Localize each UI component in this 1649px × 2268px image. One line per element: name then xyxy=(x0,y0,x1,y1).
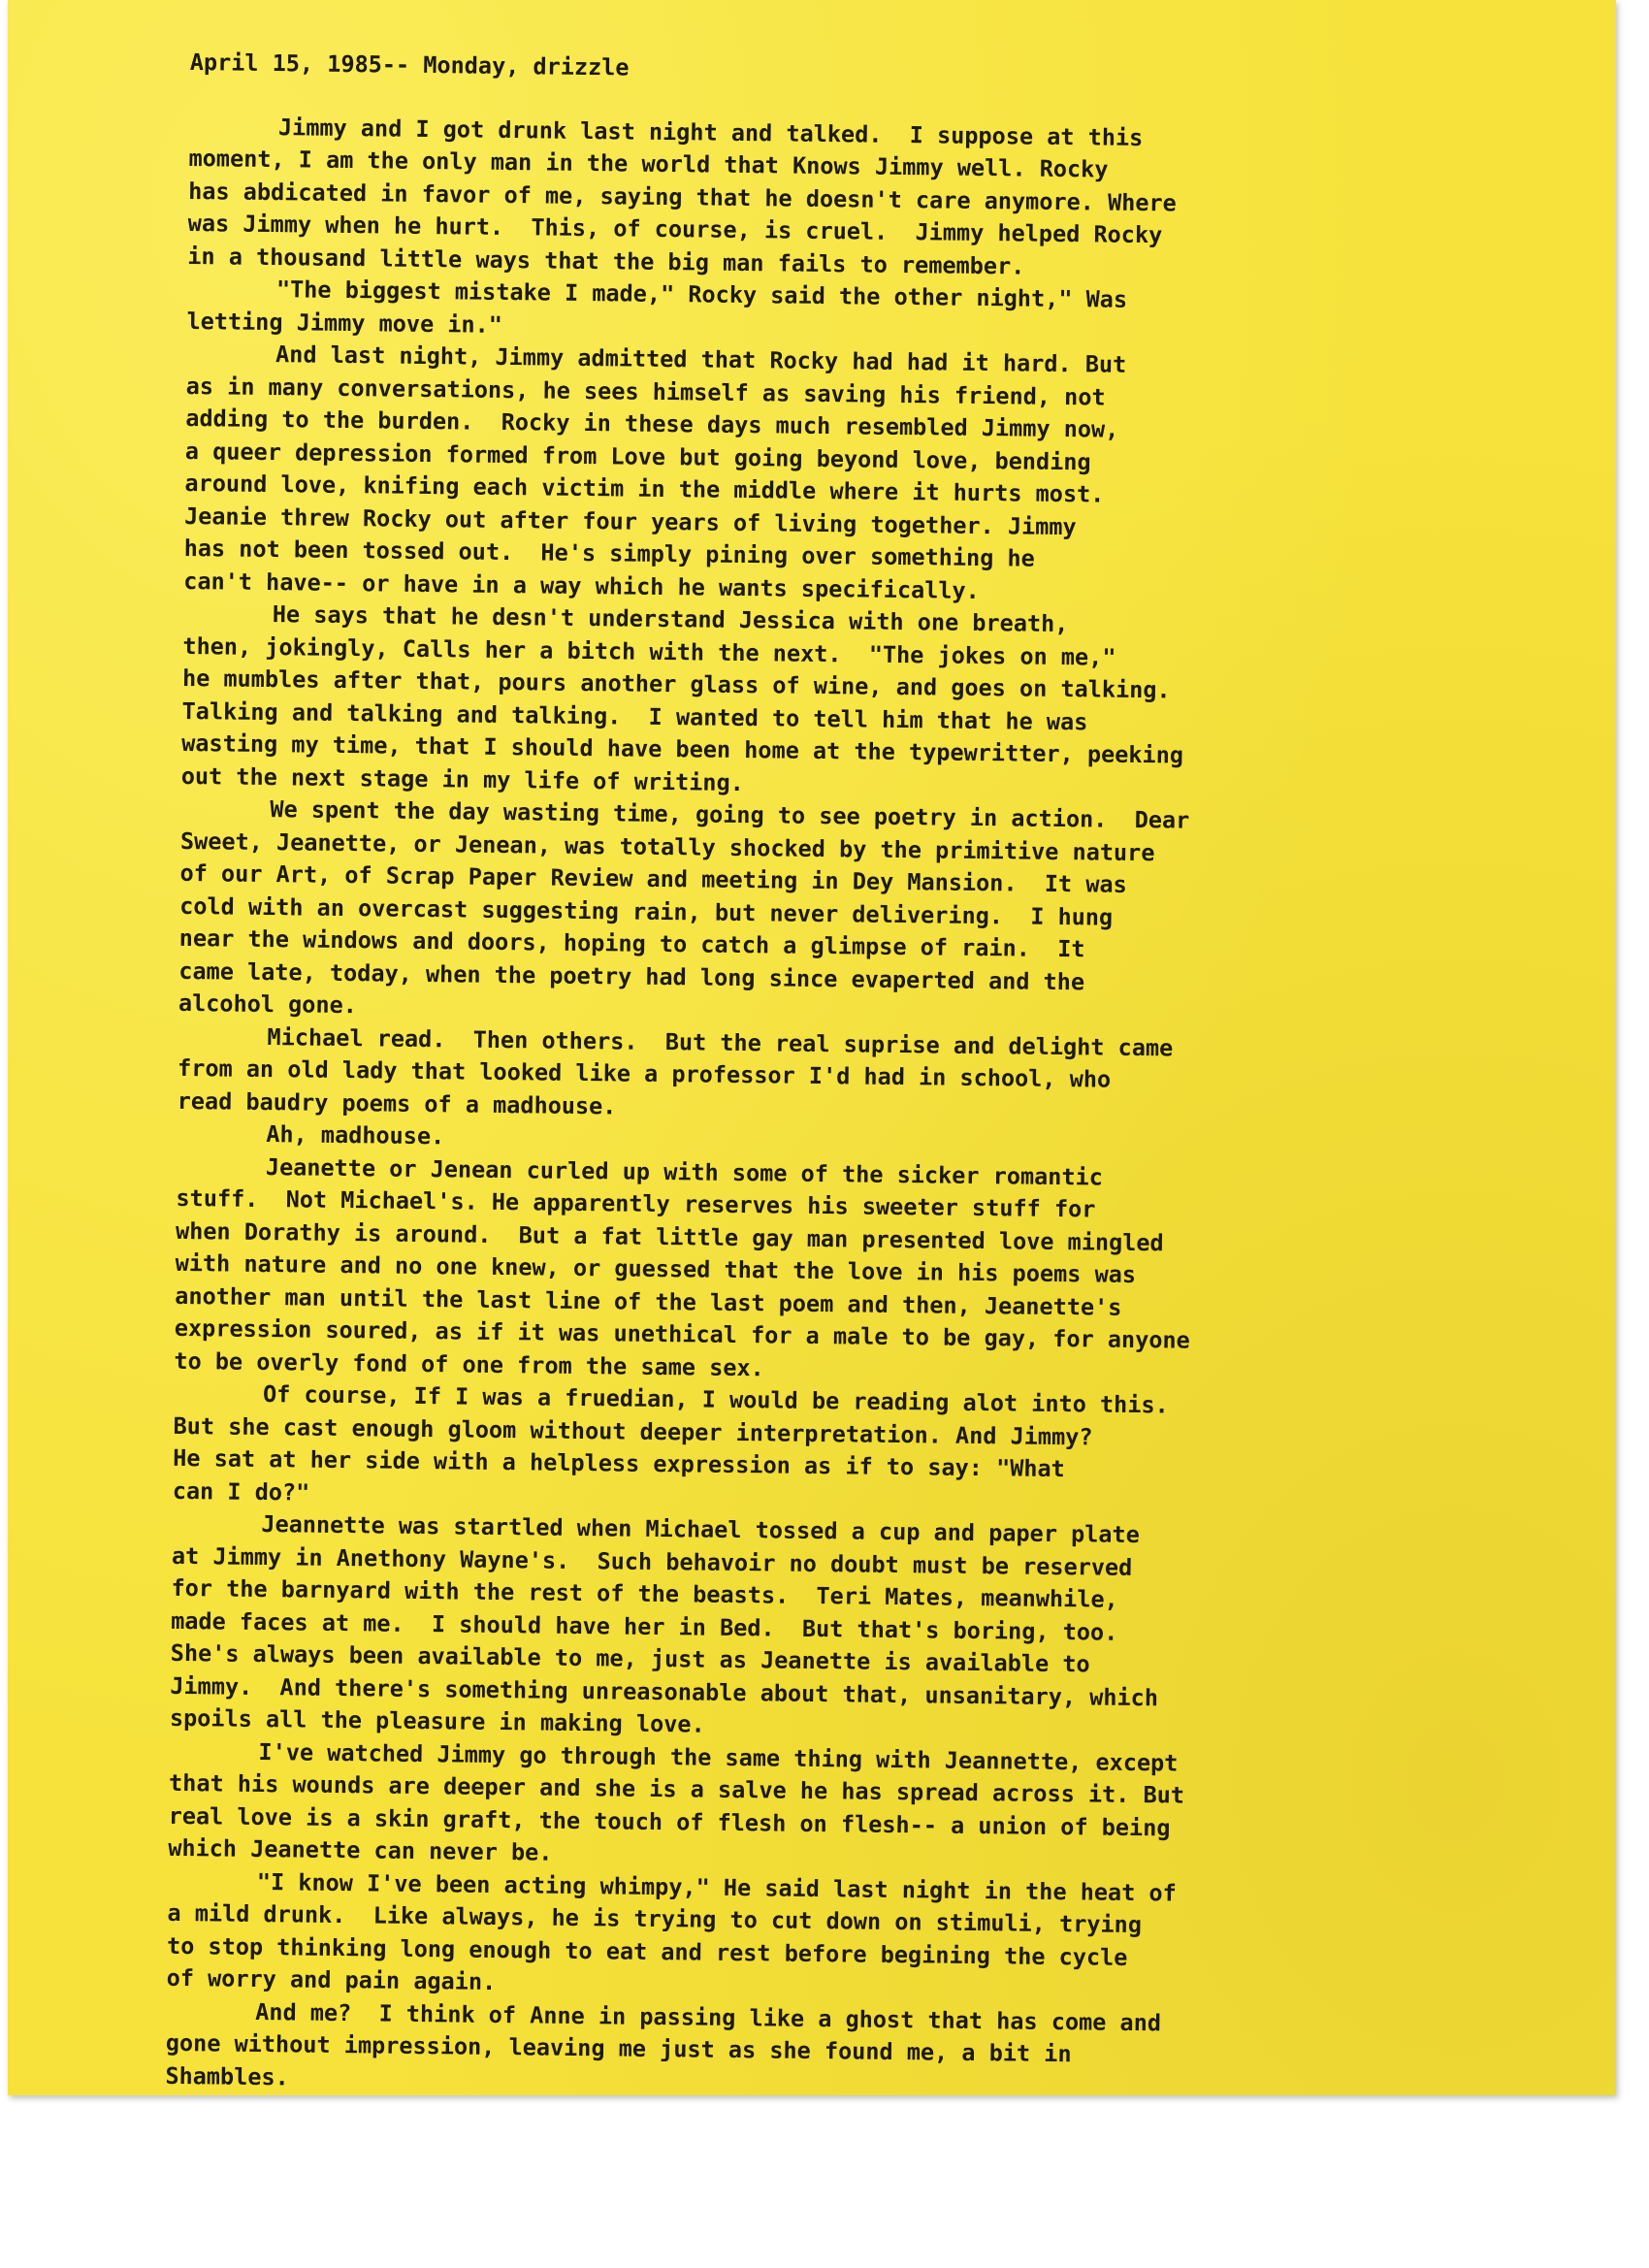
text-line: "The biggest mistake I made," Rocky said the other night," Was xyxy=(275,275,1128,313)
text-line: for the barnyard with the rest of the beasts. Teri Mates, meanwhile, xyxy=(171,1573,1118,1613)
text-line: has not been tossed out. He's simply pining over something he xyxy=(183,534,1035,572)
text-line: Sweet, Jeanette, or Jenean, was totally shocked by the primitive nature xyxy=(179,826,1155,866)
text-line: moment, I am the only man in the world that Knows Jimmy well. Rocky xyxy=(188,144,1109,183)
text-line: Shambles. xyxy=(165,2061,289,2090)
text-line: when Dorathy is around. But a fat little gay man presented love mingled xyxy=(175,1216,1164,1256)
text-line: alcohol gone. xyxy=(178,988,358,1020)
text-line: He says that he desn't understand Jessica with one breath, xyxy=(272,600,1069,638)
typewritten-page xyxy=(8,0,1616,2095)
text-line: around love, knifing each victim in the middle where it hurts most. xyxy=(184,469,1105,508)
text-line: stuff. Not Michael's. He apparently reserves his sweeter stuff for xyxy=(176,1183,1096,1223)
text-line: But she cast enough gloom without deeper interpretation. And Jimmy? xyxy=(173,1411,1093,1450)
text-line: Jimmy and I got drunk last night and talked. I suppose at this xyxy=(277,113,1144,151)
text-line: Of course, If I was a fruedian, I would be reading alot into this. xyxy=(262,1380,1169,1419)
text-line: Jeanette or Jenean curled up with some of the sicker romantic xyxy=(265,1152,1104,1191)
text-line: letting Jimmy move in." xyxy=(186,307,503,339)
text-line: that his wounds are deeper and she is a salve he has spread across it. But xyxy=(168,1768,1185,1809)
text-line: Jimmy. And there's something unreasonable about that, unsanitary, which xyxy=(170,1671,1159,1711)
text-line: he mumbles after that, pours another glass of wine, and goes on talking. xyxy=(181,664,1171,704)
text-line: as in many conversations, he sees himself as saving his friend, not xyxy=(185,372,1106,411)
text-line: to stop thinking long enough to eat and rest before begining the cycle xyxy=(166,1931,1128,1971)
text-line: He sat at her side with a helpless expression as if to say: "What xyxy=(173,1443,1065,1483)
text-line: can I do?" xyxy=(172,1476,310,1507)
text-line: Michael read. Then others. But the real suprise and delight came xyxy=(267,1022,1174,1061)
text-line: cold with an overcast suggesting rain, but never delivering. I hung xyxy=(179,891,1114,931)
text-line: And me? I think of Anne in passing like a ghost that has come and xyxy=(255,1997,1162,2036)
text-line: of our Art, of Scrap Paper Review and meeting in Dey Mansion. It was xyxy=(179,859,1127,898)
text-line: spoils all the pleasure in making love. xyxy=(169,1703,705,1738)
entry-body xyxy=(165,110,1596,2109)
text-line: read baudry poems of a madhouse. xyxy=(177,1086,617,1119)
text-line: then, jokingly, Calls her a bitch with the next. "The jokes on me," xyxy=(182,632,1116,671)
text-line: which Jeanette can never be. xyxy=(168,1833,553,1866)
text-line: can't have-- or have in a way which he wants specifically. xyxy=(183,567,980,604)
text-line: at Jimmy in Anethony Wayne's. Such behavoir no doubt must be reserved xyxy=(171,1541,1133,1581)
text-line: has abdicated in favor of me, saying that he doesn't care anymore. Where xyxy=(188,177,1177,216)
text-line: And last night, Jimmy admitted that Rocky had had it hard. But xyxy=(275,340,1127,378)
text-line: came late, today, when the poetry had long since evaperted and the xyxy=(178,956,1085,995)
text-line: with nature and no one knew, or guessed that the love in his poems was xyxy=(175,1248,1137,1289)
entry-heading: April 15, 1985-- Monday, drizzle xyxy=(189,48,630,81)
text-line: of worry and pain again. xyxy=(166,1963,497,1995)
text-line: Jeannette was startled when Michael tossed a cup and paper plate xyxy=(261,1510,1140,1549)
text-line: Jeanie threw Rocky out after four years of living together. Jimmy xyxy=(183,502,1077,540)
text-line: made faces at me. I should have her in Bed. But that's boring, too. xyxy=(171,1606,1118,1646)
text-line: We spent the day wasting time, going to see poetry in action. Dear xyxy=(270,795,1190,834)
text-line: Talking and talking and talking. I wanted to tell him that he was xyxy=(181,697,1088,735)
text-line: to be overly fond of one from the same sex. xyxy=(174,1346,764,1381)
text-line: another man until the last line of the last poem and then, Jeanette's xyxy=(175,1281,1122,1321)
text-line: real love is a skin graft, the touch of flesh on flesh-- a union of being xyxy=(168,1801,1171,1841)
text-line: gone without impression, leaving me just as she found me, a bit in xyxy=(165,2028,1072,2068)
text-line: expression soured, as if it was unethical for a male to be gay, for anyone xyxy=(174,1313,1190,1354)
text-line: out the next stage in my life of writing. xyxy=(180,761,745,796)
text-line: wasting my time, that I should have been home at the typewritter, peeking xyxy=(181,729,1184,769)
text-line: in a thousand little ways that the big man fails to remember. xyxy=(187,242,1025,280)
journal-text xyxy=(165,47,1597,2110)
text-line: a queer depression formed from Love but going beyond love, bending xyxy=(184,437,1091,475)
text-line: adding to the burden. Rocky in these days much resembled Jimmy now, xyxy=(185,404,1119,443)
text-line: I've watched Jimmy go through the same thing with Jeannette, except xyxy=(258,1737,1179,1777)
text-line: Ah, madhouse. xyxy=(266,1120,445,1150)
text-line: was Jimmy when he hurt. This, of course, is cruel. Jimmy helped Rocky xyxy=(187,209,1163,249)
text-line: near the windows and doors, hoping to catch a glimpse of rain. It xyxy=(178,923,1085,963)
text-line: She's always been available to me, just as Jeanette is available to xyxy=(170,1638,1090,1678)
text-line: "I know I've been acting whimpy," He said last night in the heat of xyxy=(256,1867,1177,1907)
text-line: from an old lady that looked like a professor I'd had in school, who xyxy=(177,1053,1112,1093)
text-line: a mild drunk. Like always, he is trying to cut down on stimuli, trying xyxy=(167,1898,1143,1939)
